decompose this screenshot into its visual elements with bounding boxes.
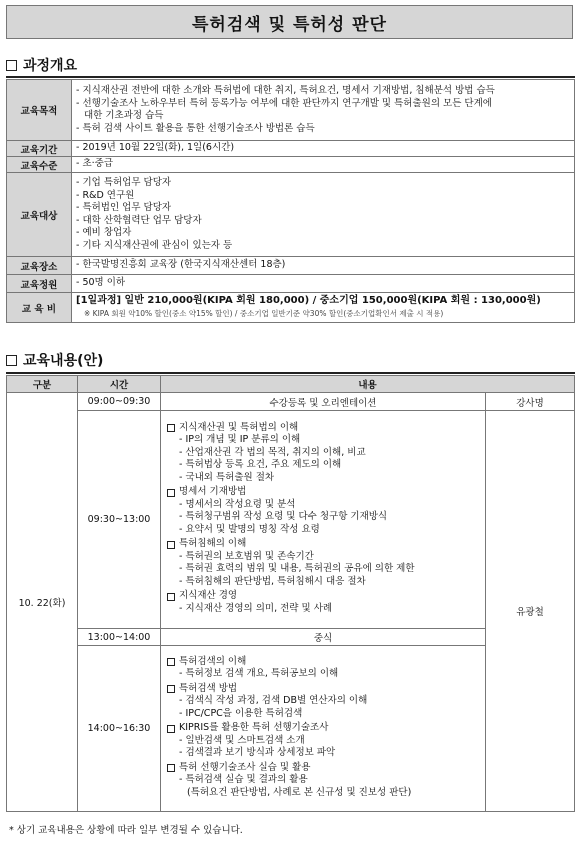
checkbox-square-icon (167, 764, 175, 772)
content-cell: 중식 (161, 629, 486, 646)
capacity-value: - 50명 이하 (72, 275, 575, 293)
level-value: - 초·중급 (72, 157, 575, 173)
topic-heading-text: 명세서 기재방법 (179, 486, 247, 498)
page-title-text: 특허검색 및 특허성 판단 (192, 14, 387, 35)
checkbox-square-icon (167, 685, 175, 693)
header-time: 시간 (78, 376, 161, 393)
objective-value (72, 80, 575, 141)
checkbox-square-icon (167, 541, 175, 549)
capacity-label: 교육정원 (7, 275, 72, 293)
target-line: - 대학 산학협력단 업무 담당자 (76, 214, 202, 226)
topic-item: - IP의 개념 및 IP 분류의 이해 (179, 434, 301, 446)
topic-heading-text: 특허검색의 이해 (179, 655, 247, 667)
checkbox-square-icon (6, 60, 17, 71)
topic-item: - 특허정보 검색 개요, 특허공보의 이해 (179, 668, 339, 680)
topic-item: - 특허청구범위 작성 요령 및 다수 청구항 기재방식 (179, 511, 388, 523)
objective-line: 대한 기초과정 습득 (84, 110, 164, 121)
header-content: 내용 (161, 376, 575, 393)
topic-heading (167, 590, 479, 603)
topic-group (167, 538, 479, 588)
period-value: - 2019년 10월 22일(화), 1일(6시간) (72, 141, 575, 157)
topic-group (167, 722, 479, 760)
header-division: 구분 (7, 376, 78, 393)
topic-heading-text: 특허 선행기술조사 실습 및 활용 (179, 761, 311, 773)
topic-item: - 명세서의 작성요령 및 분석 (179, 498, 296, 510)
topic-heading (167, 722, 479, 735)
topic-heading-text: 특허침해의 이해 (179, 538, 247, 550)
checkbox-square-icon (167, 489, 175, 497)
objective-line: - 지식재산권 전반에 대한 소개와 특허법에 대한 취지, 특허요건, 명세서 기재방법, 침해분석 방법 습득 (76, 85, 495, 96)
topic-item: - 지식재산 경영의 의미, 전략 및 사례 (179, 602, 333, 614)
content-table (6, 375, 575, 812)
target-line: - 기타 지식재산권에 관심이 있는자 등 (76, 239, 233, 251)
topic-item: - 특허권의 보호범위 및 존속기간 (179, 550, 314, 562)
topic-item: - 특허검색 실습 및 결과의 활용 (179, 774, 308, 786)
content-divider (6, 372, 575, 374)
afternoon-content-cell (161, 646, 486, 812)
content-cell: 수강등록 및 오리엔테이션 (161, 393, 486, 411)
fee-note-text: ※ KIPA 회원 약10% 할인(중소 약15% 할인) / 중소기업 일반기준 약30% 할인(중소기업확인서 제출 시 적용) (84, 308, 444, 318)
level-label: 교육수준 (7, 157, 72, 173)
overview-section-heading (6, 55, 77, 75)
fee-value (72, 293, 575, 323)
target-line: - 기업 특허업무 담당자 (76, 177, 172, 188)
topic-heading (167, 683, 479, 696)
content-section-heading (6, 350, 103, 370)
footnote: * 상기 교육내용은 상황에 따라 일부 변경될 수 있습니다. (9, 825, 243, 836)
topic-heading-text: 지식재산 경영 (179, 590, 238, 602)
place-value: - 한국발명진흥회 교육장 (한국지식재산센터 18층) (72, 257, 575, 275)
time-cell: 14:00~16:30 (78, 646, 161, 812)
morning-content-cell (161, 411, 486, 629)
topic-heading-text: 지식재산권 및 특허법의 이해 (179, 421, 299, 433)
checkbox-square-icon (167, 658, 175, 666)
content-section-title: 교육내용(안) (23, 353, 104, 369)
topic-group (167, 683, 479, 721)
overview-divider (6, 76, 575, 78)
instructor-name-cell: 유광철 (486, 411, 575, 812)
target-line: - 특허법인 업무 담당자 (76, 202, 172, 213)
objective-label: 교육목적 (7, 80, 72, 141)
topic-item: - 요약서 및 발명의 명칭 작성 요령 (179, 523, 320, 535)
topic-item: - 특허권 효력의 범위 및 내용, 특허권의 공유에 의한 제한 (179, 563, 415, 575)
topic-group (167, 762, 479, 800)
target-label: 교육대상 (7, 173, 72, 257)
topic-item: - 국내외 특허출원 절차 (179, 471, 275, 483)
target-value (72, 173, 575, 257)
topic-heading (167, 422, 479, 435)
overview-section-title: 과정개요 (23, 58, 78, 74)
checkbox-square-icon (167, 725, 175, 733)
time-cell: 09:00~09:30 (78, 393, 161, 411)
topic-item: (특허요건 판단방법, 사례로 본 신규성 및 진보성 판단) (187, 786, 412, 798)
topic-item: - 특허침해의 판단방법, 특허침해시 대응 절차 (179, 575, 366, 587)
fee-label: 교 육 비 (7, 293, 72, 323)
topic-group (167, 656, 479, 681)
fee-main-text: [1일과정] 일반 210,000원(KIPA 회원 180,000) / 중소기업 150,000원(KIPA 회원 : 130,000원) (76, 295, 541, 306)
time-cell: 09:30~13:00 (78, 411, 161, 629)
topic-heading (167, 656, 479, 669)
place-label: 교육장소 (7, 257, 72, 275)
topic-item: - IPC/CPC을 이용한 특허검색 (179, 707, 303, 719)
topic-heading-text: KIPRIS를 활용한 특허 선행기술조사 (179, 722, 329, 734)
time-cell: 13:00~14:00 (78, 629, 161, 646)
topic-heading (167, 538, 479, 551)
topic-item: - 산업재산권 각 법의 목적, 취지의 이해, 비교 (179, 446, 366, 458)
topic-item: - 검색결과 보기 방식과 상세정보 파악 (179, 747, 336, 759)
date-cell: 10. 22(화) (7, 393, 78, 812)
topic-item: - 일반검색 및 스마트검색 소개 (179, 734, 305, 746)
checkbox-square-icon (6, 355, 17, 366)
topic-heading (167, 486, 479, 499)
target-line: - 예비 창업자 (76, 227, 132, 238)
objective-line: - 선행기술조사 노하우부터 특허 등록가능 여부에 대한 판단까지 연구개발 및 특허출원의 모든 단계에 (76, 97, 492, 109)
topic-group (167, 590, 479, 615)
overview-table (6, 79, 575, 323)
period-label: 교육기간 (7, 141, 72, 157)
instructor-label-cell: 강사명 (486, 393, 575, 411)
target-line: - R&D 연구원 (76, 189, 135, 201)
checkbox-square-icon (167, 593, 175, 601)
topic-item: - 특허법상 등록 요건, 주요 제도의 이해 (179, 459, 342, 471)
topic-item: - 검색식 작성 과정, 검색 DB별 연산자의 이해 (179, 695, 368, 707)
topic-heading-text: 특허검색 방법 (179, 682, 238, 694)
topic-heading (167, 762, 479, 775)
page-title (6, 5, 573, 39)
objective-line: - 특허 검색 사이트 활용을 통한 선행기술조사 방법론 습득 (76, 122, 315, 134)
topic-group (167, 422, 479, 485)
checkbox-square-icon (167, 424, 175, 432)
topic-group (167, 486, 479, 536)
